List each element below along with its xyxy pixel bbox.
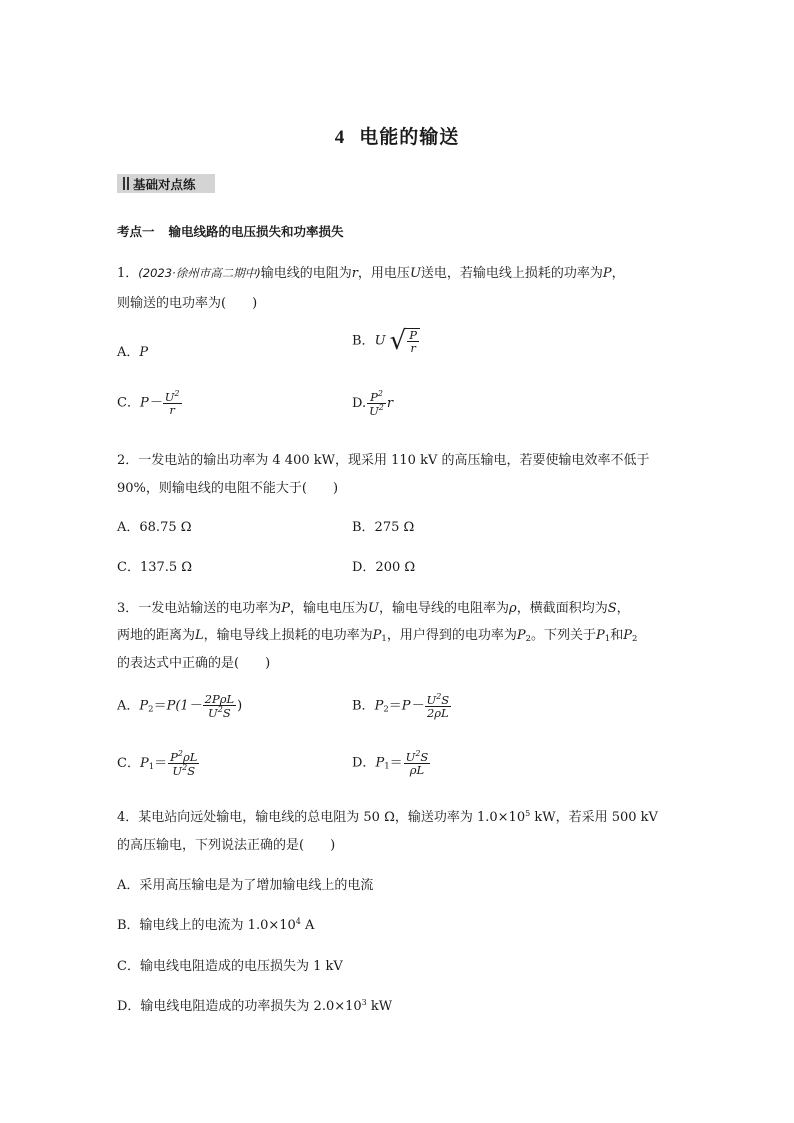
q4-text: kW，若采用 500 kV — [530, 810, 658, 825]
option-expr: ) — [237, 698, 243, 714]
superscript: 4 — [295, 917, 301, 926]
subscript: 2 — [525, 634, 532, 644]
equals-sign: ＝ — [389, 755, 403, 771]
option-expr: P－ — [139, 395, 162, 411]
subscript: 2 — [631, 634, 638, 644]
superscript: 2 — [182, 763, 188, 773]
section-marker — [127, 177, 129, 190]
q1-text: 输电线的电阻为 — [260, 266, 352, 281]
frac-num: ρL — [182, 750, 198, 764]
superscript: 2 — [436, 692, 442, 701]
option-label: B． — [352, 698, 375, 714]
q1-option-c[interactable] — [117, 390, 183, 416]
frac-num: U — [405, 750, 416, 764]
superscript: 3 — [361, 998, 367, 1007]
q3-var: P — [372, 628, 382, 643]
q1-option-a[interactable] — [117, 341, 148, 360]
frac-den: U — [172, 764, 183, 779]
frac-den: S — [187, 764, 196, 779]
q3-text: 。下列关于 — [531, 628, 597, 643]
equals-sign: ＝ — [154, 756, 168, 772]
option-expr: P — [375, 755, 385, 771]
superscript: 2 — [174, 389, 180, 398]
fraction — [168, 750, 199, 777]
q1-text: 送电，若输电线上损耗的功率为 — [420, 266, 603, 281]
frac-den: S — [222, 706, 231, 721]
q3-line1 — [117, 597, 630, 616]
frac-num: U — [426, 693, 437, 707]
q1-option-b[interactable] — [352, 326, 420, 356]
q3-line2 — [117, 624, 637, 644]
q2-option-d[interactable]: D．200 Ω — [352, 560, 416, 575]
option-text: kW — [366, 999, 393, 1014]
q3-var: U — [368, 601, 380, 616]
q4-text: 4．某电站向远处输电，输电线的总电阻为 50 Ω，输送功率为 1.0×10 — [117, 810, 526, 825]
fraction — [367, 390, 386, 417]
option-label: D． — [352, 755, 376, 771]
superscript: 2 — [217, 705, 223, 715]
q1-var: U — [409, 266, 421, 281]
option-label: C． — [117, 395, 140, 411]
option-text: B．输电线上的电流为 1.0×10 — [117, 918, 296, 933]
subscript: 2 — [148, 704, 154, 715]
q2-line1: 2．一发电站的输出功率为 4 400 kW，现采用 110 kV 的高压输电，若要使输电效率不低于 — [117, 453, 650, 468]
q4-option-d[interactable] — [117, 995, 392, 1014]
q3-text: 和 — [610, 628, 624, 643]
frac-den: ρL — [409, 763, 425, 778]
superscript: 2 — [177, 749, 183, 758]
option-label: A． — [117, 698, 140, 714]
option-text: D．输电线电阻造成的功率损失为 2.0×10 — [117, 999, 362, 1014]
option-label: D. — [352, 396, 367, 412]
topic-title: 输电线路的电压损失和功率损失 — [168, 224, 344, 239]
q3-var: ρ — [509, 601, 517, 616]
q4-line2: 的高压输电，下列说法正确的是( ) — [117, 838, 336, 853]
q1-source: (2023·徐州市高二期中) — [138, 266, 261, 280]
fraction — [425, 693, 452, 719]
q4-option-c[interactable]: C．输电线电阻造成的电压损失为 1 kV — [117, 959, 343, 974]
q2-line2: 90%，则输电线的电阻不能大于( ) — [117, 481, 339, 496]
q1-line1 — [117, 262, 625, 281]
option-label: A． — [117, 345, 140, 360]
frac-num: 2PρL — [204, 692, 235, 706]
fraction — [203, 693, 236, 719]
q3-text: ，用户得到的电功率为 — [386, 628, 517, 643]
superscript: 2 — [415, 749, 421, 758]
q4-option-b[interactable] — [117, 914, 314, 933]
q3-text: 3．一发电站输送的电功率为 — [117, 601, 282, 616]
section-marker — [123, 177, 125, 190]
topic-prefix: 考点一 — [117, 224, 155, 239]
q3-var: L — [195, 628, 204, 643]
q3-var: P — [516, 628, 526, 643]
subscript: 1 — [384, 761, 390, 772]
fraction — [404, 750, 431, 776]
subscript: 2 — [383, 704, 389, 715]
q3-option-b[interactable] — [352, 693, 452, 719]
q3-text: 两地的距离为 — [117, 628, 196, 643]
option-expr: P — [139, 756, 149, 772]
superscript: 5 — [525, 809, 531, 818]
section-label: 基础对点练 — [133, 177, 196, 192]
q3-line3: 的表达式中正确的是( ) — [117, 656, 271, 671]
option-label: B． — [352, 333, 375, 349]
q3-var: P — [596, 628, 605, 643]
option-expr: r — [386, 396, 394, 412]
frac-den: U — [369, 404, 379, 419]
frac-num: P — [370, 390, 378, 404]
q3-text: ，横截面积均为 — [516, 601, 608, 616]
q3-text: ，输电导线的电阻率为 — [379, 601, 510, 616]
q3-text: ，输电导线上损耗的电功率为 — [203, 628, 373, 643]
q1-line2: 则输送的电功率为( ) — [117, 296, 258, 311]
superscript: 2 — [377, 389, 383, 398]
fraction — [163, 390, 182, 416]
title-number: 4 — [334, 127, 346, 148]
frac-num: U — [164, 390, 175, 404]
equals-sign: ＝ — [153, 698, 167, 714]
q1-var: r — [351, 266, 358, 281]
frac-num: S — [441, 693, 450, 707]
option-expr: P — [139, 345, 149, 360]
subscript: 1 — [148, 762, 155, 773]
q1-text: ，用电压 — [357, 266, 410, 281]
sqrt-symbol: √ $\frac{P}{r}$ — [390, 326, 420, 356]
frac-den: 2ρL — [426, 706, 449, 721]
q1-option-d[interactable] — [352, 390, 393, 417]
q3-var: S — [607, 601, 617, 616]
subscript: 1 — [381, 634, 387, 644]
q1-number: 1． — [117, 266, 139, 281]
section-header — [117, 174, 215, 193]
superscript: 2 — [378, 403, 384, 413]
q2-option-c[interactable]: C．137.5 Ω — [117, 560, 193, 575]
frac-den: r — [169, 403, 175, 418]
option-expr: P — [139, 698, 149, 714]
topic-heading — [117, 222, 344, 240]
option-expr: P－ — [401, 698, 424, 714]
option-expr: P(1－ — [166, 698, 202, 714]
q3-var: P — [281, 601, 291, 616]
option-expr: U — [374, 333, 386, 349]
q2-option-b[interactable]: B．275 Ω — [352, 520, 415, 535]
option-expr: P — [374, 698, 384, 714]
frac-num: P — [409, 327, 417, 342]
frac-den: U — [208, 706, 218, 721]
q4-line1 — [117, 806, 658, 825]
q4-option-a[interactable]: A．采用高压输电是为了增加输电线上的电流 — [117, 878, 374, 893]
frac-den: r — [410, 341, 416, 355]
page-title — [0, 122, 794, 149]
title-text: 电能的输送 — [359, 126, 460, 148]
q1-text: ， — [611, 266, 625, 281]
q3-text: ， — [616, 601, 630, 616]
q1-var: P — [602, 266, 612, 281]
frac-num: S — [420, 750, 429, 764]
q3-var: P — [623, 628, 632, 643]
option-text: A — [300, 918, 315, 933]
q3-text: ，输电电压为 — [290, 601, 369, 616]
q2-option-a[interactable]: A．68.75 Ω — [117, 520, 192, 535]
frac-num: P — [170, 750, 178, 764]
subscript: 1 — [604, 634, 611, 644]
q3-option-d[interactable] — [352, 750, 431, 776]
q3-option-a[interactable] — [117, 693, 242, 719]
equals-sign: ＝ — [388, 698, 402, 714]
q3-option-c[interactable] — [117, 750, 200, 777]
option-label: C． — [117, 756, 140, 772]
